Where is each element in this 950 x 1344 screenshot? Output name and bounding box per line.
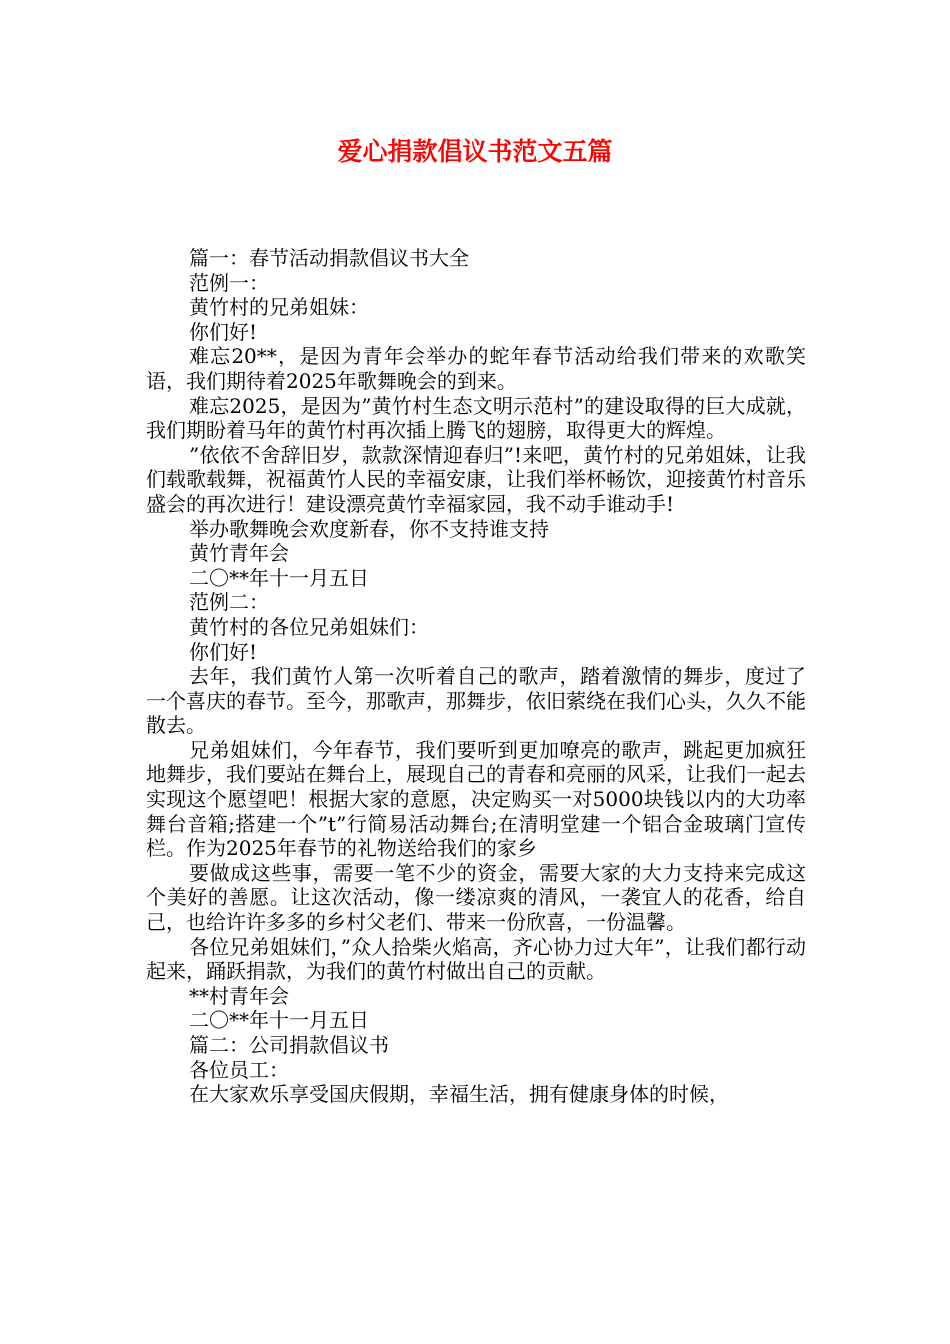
- paragraph-9: 黄竹青年会: [189, 541, 289, 566]
- paragraph-10: 二〇**年十一月五日: [189, 565, 369, 590]
- paragraph-15: 兄弟姐妹们，今年春节，我们要听到更加嘹亮的歌声，跳起更加疯狂地舞步，我们要站在舞台上，展现自己的青春和亮丽的风采，让我们一起去实现这个愿望吧！根据大家的意愿，决定购买一对5000块钱以内的大功率舞台音箱;搭建一个”t”行简易活动舞台;在清明堂建一个铝合金玻璃门宣传栏。作为2025年春节的礼物送给我们的家乡: [146, 737, 806, 861]
- paragraph-16: 要做成这些事，需要一笔不少的资金，需要大家的大力支持来完成这个美好的善愿。让这次活动，像一缕凉爽的清风，一袭宜人的花香，给自己，也给许许多多的乡村父老们、带来一份欣喜，一份温馨。: [146, 860, 806, 935]
- paragraph-21: 各位员工：: [189, 1057, 289, 1082]
- paragraph-14: 去年，我们黄竹人第一次听着自己的歌声，踏着激情的舞步，度过了一个喜庆的春节。至今，那歌声，那舞步，依旧萦绕在我们心头，久久不能散去。: [146, 664, 806, 738]
- paragraph-8: 举办歌舞晚会欢度新春，你不支持谁支持: [189, 516, 549, 541]
- document-title: 爱心捐款倡议书范文五篇: [337, 137, 613, 166]
- paragraph-1: 篇一：春节活动捐款倡议书大全: [189, 246, 469, 270]
- paragraph-17: 各位兄弟姐妹们，”众人拾柴火焰高，齐心协力过大年”，让我们都行动起来，踊跃捐款，为我们的黄竹村做出自己的贡献。: [146, 934, 806, 984]
- paragraph-4: 你们好!: [189, 319, 258, 344]
- document-body: [146, 246, 806, 1107]
- paragraph-5: 难忘20**，是因为青年会举办的蛇年春节活动给我们带来的欢歌笑语，我们期待着2025年歌舞晚会的到来。: [146, 344, 806, 393]
- paragraph-19: 二〇**年十一月五日: [189, 1008, 369, 1033]
- paragraph-22: 在大家欢乐享受国庆假期，幸福生活，拥有健康身体的时候，: [189, 1082, 729, 1107]
- paragraph-13: 你们好!: [189, 639, 258, 664]
- paragraph-18: **村青年会: [189, 983, 289, 1008]
- paragraph-6: 难忘2025，是因为”黄竹村生态文明示范村”的建设取得的巨大成就，我们期盼着马年的黄竹村再次插上腾飞的翅膀，取得更大的辉煌。: [146, 393, 806, 443]
- paragraph-3: 黄竹村的兄弟姐妹：: [189, 295, 369, 320]
- paragraph-7: ”依依不舍辞旧岁，款款深情迎春归”!来吧，黄竹村的兄弟姐妹，让我们载歌载舞，祝福黄竹人民的幸福安康，让我们举杯畅饮，迎接黄竹村音乐盛会的再次进行！建设漂亮黄竹幸福家园，我不动手谁动手!: [146, 442, 806, 516]
- paragraph-2: 范例一：: [189, 270, 269, 295]
- paragraph-12: 黄竹村的各位兄弟姐妹们：: [189, 614, 429, 639]
- paragraph-20: 篇二：公司捐款倡议书: [189, 1033, 389, 1057]
- paragraph-11: 范例二：: [189, 590, 269, 615]
